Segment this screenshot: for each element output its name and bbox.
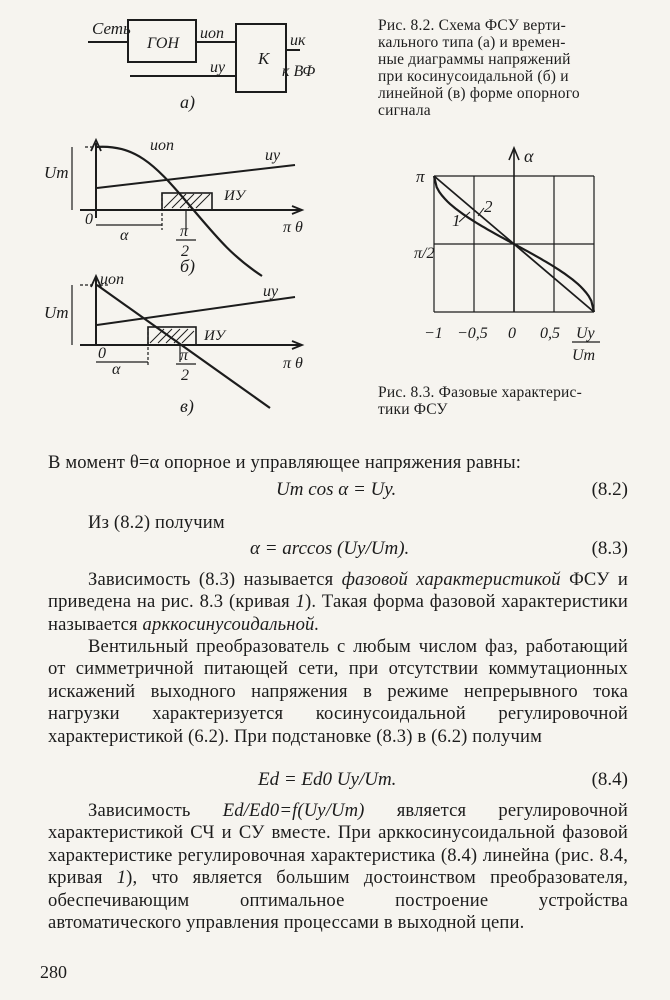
figure-8-3-caption [378, 384, 636, 418]
v-u-y-label: uу [263, 283, 279, 300]
x-tick: −1 [424, 325, 443, 342]
text-run: ). Такая форма фазовой характеристики называется [48, 591, 628, 635]
b-alpha-label: α [120, 227, 129, 244]
y-axis-label: α [524, 146, 534, 166]
u-y-label: uу [210, 59, 226, 76]
caption-line: сигнала [378, 102, 431, 119]
caption-line: тики ФСУ [378, 401, 448, 418]
x-axis-label-den: Um [572, 347, 596, 364]
text-run: является регулировочной характеристикой СЧ и СУ вместе. При арккосинусоидальной фазовой характеристике регулировочная характеристика (8.4) линейна (рис. 8.4, кривая [48, 800, 628, 889]
b-u-on-label: uоп [150, 137, 174, 154]
b-u-y-line [97, 165, 295, 188]
curve-label-2: 2 [484, 197, 493, 216]
b-pi-theta-label: π θ [283, 219, 303, 236]
b-pi-den: 2 [181, 243, 189, 260]
equation-expr: Ed = Ed0 Uу/Um. [258, 769, 397, 790]
u-k-label: uк [290, 32, 306, 49]
b-origin-label: 0 [85, 211, 93, 228]
paragraph-2: Из (8.2) получим [88, 512, 225, 533]
term-phase-characteristic: фазовой характеристикой [341, 569, 561, 590]
b-um-label: Um [44, 163, 69, 182]
paragraph-1: В момент θ=α опорное и управляющее напряжения равны: [48, 452, 522, 473]
v-iu-label: ИУ [204, 328, 225, 344]
hatch-line [196, 194, 210, 208]
panel-v-label: в) [180, 396, 194, 416]
b-hatch [164, 194, 210, 208]
v-origin-label: 0 [98, 345, 106, 362]
v-hatch [150, 329, 194, 343]
text-run: Зависимость [88, 800, 223, 821]
hatch-line [188, 194, 202, 208]
equation-8-3 [48, 538, 628, 562]
text-run: ), что является большим достоинством преобразователя, обеспечивающим оптимальное построение устройства автоматического управления процессами в выходной цепи. [48, 867, 628, 934]
b-u-on-curve [95, 147, 262, 276]
y-tick-pi-half: π/2 [414, 245, 435, 262]
term-arccos: арккосинусоидальной. [142, 613, 320, 635]
v-pi-num: π [180, 347, 189, 364]
v-u-on-label: uоп [100, 271, 124, 288]
k-vf-label: к ВФ [282, 63, 316, 80]
caption-line: линейной (в) форме опорного [378, 85, 580, 102]
figure-8-2-caption [378, 17, 636, 119]
panel-b-label: б) [180, 256, 196, 276]
b-pi-num: π [180, 223, 189, 240]
x-tick: 0 [508, 325, 516, 342]
equation-8-2 [48, 479, 628, 503]
caption-line: ные диаграммы напряжений [378, 51, 571, 68]
v-alpha-label: α [112, 361, 121, 378]
x-tick: −0,5 [457, 325, 488, 342]
curve-label-1: 1 [452, 211, 461, 230]
v-u-y-line [97, 297, 295, 325]
b-iu-label: ИУ [224, 188, 245, 204]
x-axis-label-num: Uу [576, 325, 595, 342]
text-run: Зависимость (8.3) называется [88, 569, 342, 590]
paragraph-4: Вентильный преобразователь с любым числом фаз, работающий от симметричной питающей сети, при отсутствии коммутационных искажений выходного напряжения в режиме непрерывного тока нагрузки характеризуется косинусоидальной регулировочной характеристикой (6.2). При подстановке (8.3) в (6.2) получим [48, 636, 628, 747]
fig83-frame [434, 148, 594, 312]
equation-expr: α = arccos (Uу/Um). [250, 538, 410, 559]
panel-a-label: а) [180, 92, 195, 112]
paragraph-3 [48, 569, 628, 636]
equation-number: (8.2) [591, 479, 628, 500]
page-number: 280 [40, 962, 67, 982]
x-tick: 0,5 [540, 325, 560, 342]
equation-expr: Um cos α = Uу. [276, 479, 397, 500]
gon-label: ГОН [147, 35, 179, 52]
caption-line: кального типа (а) и времен- [378, 34, 566, 51]
paragraph-5 [48, 800, 628, 934]
hatch-line [164, 194, 178, 208]
v-um-label: Um [44, 303, 69, 322]
hatch-line [174, 329, 188, 343]
hatch-line [172, 194, 186, 208]
curve-ref: 1 [295, 591, 306, 613]
equation-8-4 [48, 769, 628, 793]
curve-ref: 1 [116, 867, 127, 889]
caption-line: Рис. 8.2. Схема ФСУ верти- [378, 17, 567, 34]
y-tick-pi: π [416, 167, 425, 186]
b-u-y-label: uу [265, 147, 281, 164]
u-on-label: uоп [200, 25, 224, 42]
input-label: Сеть [92, 19, 131, 38]
figure-8-3-chart [400, 140, 640, 380]
v-pi-theta-label: π θ [283, 355, 303, 372]
k-label: К [258, 49, 270, 68]
caption-line: Рис. 8.3. Фазовые характерис- [378, 384, 582, 401]
equation-number: (8.4) [591, 769, 628, 790]
text-run: ФСУ и приведена на рис. 8.3 (кривая [48, 569, 628, 613]
caption-line: при косинусоидальной (б) и [378, 68, 569, 85]
v-pi-den: 2 [181, 367, 189, 384]
hatch-line [150, 329, 164, 343]
equation-number: (8.3) [591, 538, 628, 559]
inline-formula: Ed/Ed0=f(Uу/Um) [222, 800, 365, 821]
